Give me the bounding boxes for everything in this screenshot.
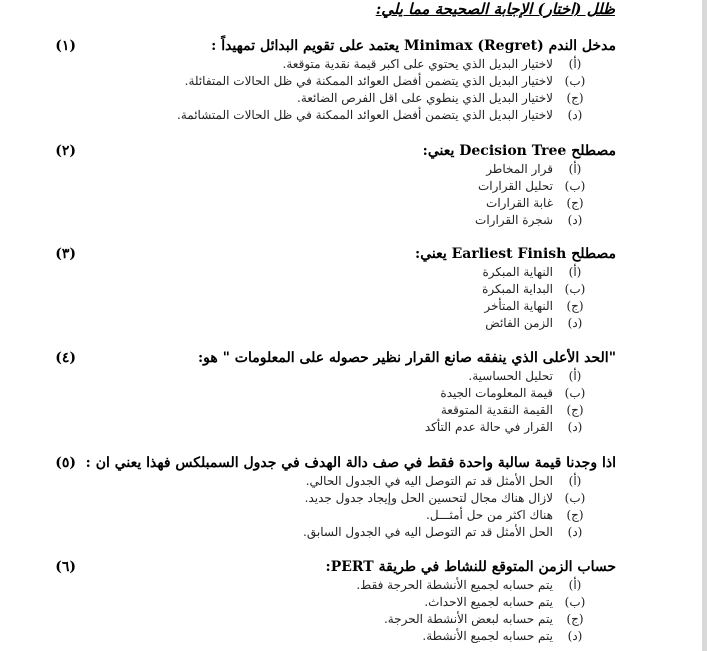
question-5-text: اذا وجدنا قيمة سالبة واحدة فقط في صف دالة الهدف في جدول السمبلكس فهذا يعني ان :: [85, 455, 616, 471]
question-3-option-a: (أ)النهاية المبكرة: [482, 265, 582, 279]
question-2-option-b: (ب)تحليل القرارات: [477, 179, 586, 193]
question-1-option-b: (ب)لاختيار البديل الذي يتضمن أفضل العوائد الممكنة في ظل الحالات المتفائلة.: [184, 74, 586, 88]
question-6-option-b: (ب)يتم حسابه لجميع الاحداث.: [424, 595, 586, 609]
question-3-text: مصطلح Earliest Finish يعني:: [415, 246, 616, 262]
question-5-number: (٥): [55, 455, 76, 471]
vertical-scrollbar[interactable]: [702, 0, 707, 651]
question-1-option-a: (أ)لاختيار البديل الذي يحتوي على اكبر قيمة نقدية متوقعة.: [282, 57, 582, 71]
question-5-option-c: (ج)هناك اكثر من حل أمثـــل.: [426, 508, 584, 522]
question-6-text: حساب الزمن المتوقع للنشاط في طريقة PERT:: [325, 559, 616, 575]
question-6-option-a: (أ)يتم حسابه لجميع الأنشطة الحرجة فقط.: [356, 578, 582, 592]
question-6-option-c: (ج)يتم حسابه لبعض الأنشطة الحرجة.: [383, 612, 584, 626]
question-3-option-c: (ج)النهاية المتأخر: [484, 299, 584, 313]
question-4-option-d: (د)القرار في حالة عدم التأكد: [424, 420, 583, 434]
question-2-option-a: (أ)قرار المخاطر: [486, 162, 582, 176]
question-2-number: (٢): [55, 143, 76, 159]
question-3-option-d: (د)الزمن الفائض: [485, 316, 583, 330]
question-3-option-b: (ب)البداية المبكرة: [482, 282, 586, 296]
question-1-option-c: (ج)لاختيار البديل الذي ينطوي على اقل الفرص الضائعة.: [297, 91, 584, 105]
question-4-option-b: (ب)قيمة المعلومات الجيدة: [440, 386, 586, 400]
question-2-text: مصطلح Decision Tree يعني:: [422, 143, 616, 159]
question-5-option-a: (أ)الحل الأمثل قد تم التوصل اليه في الجدول الحالي.: [305, 474, 582, 488]
instructions-heading: ظلل (اختار) الإجابة الصحيحة مما يلي:: [375, 0, 615, 18]
question-5-option-d: (د)الحل الأمثل قد تم التوصل اليه في الجدول السابق.: [303, 525, 583, 539]
question-3-number: (٣): [55, 246, 76, 262]
question-2-option-d: (د)شجرة القرارات: [475, 213, 583, 227]
question-4-number: (٤): [55, 350, 76, 366]
question-4-option-a: (أ)تحليل الحساسية.: [468, 369, 582, 383]
question-1-number: (١): [55, 38, 76, 54]
question-5-option-b: (ب)لازال هناك مجال لتحسين الحل وإيجاد جدول جديد.: [304, 491, 586, 505]
question-6-option-d: (د)يتم حسابه لجميع الأنشطة.: [422, 629, 583, 643]
question-1-option-d: (د)لاختيار البديل الذي يتضمن أفضل العوائد الممكنة في ظل الحالات المتشائمة.: [177, 108, 583, 122]
question-4-option-c: (ج)القيمة النقدية المتوقعة: [440, 403, 584, 417]
question-2-option-c: (ج)غابة القرارات: [486, 196, 584, 210]
question-4-text: "الحد الأعلى الذي ينفقه صانع القرار نظير حصوله على المعلومات " هو:: [197, 350, 616, 366]
question-1-text: مدخل الندم (Minimax (Regret يعتمد على تقويم البدائل تمهيداً :: [211, 38, 616, 54]
question-6-number: (٦): [55, 559, 76, 575]
